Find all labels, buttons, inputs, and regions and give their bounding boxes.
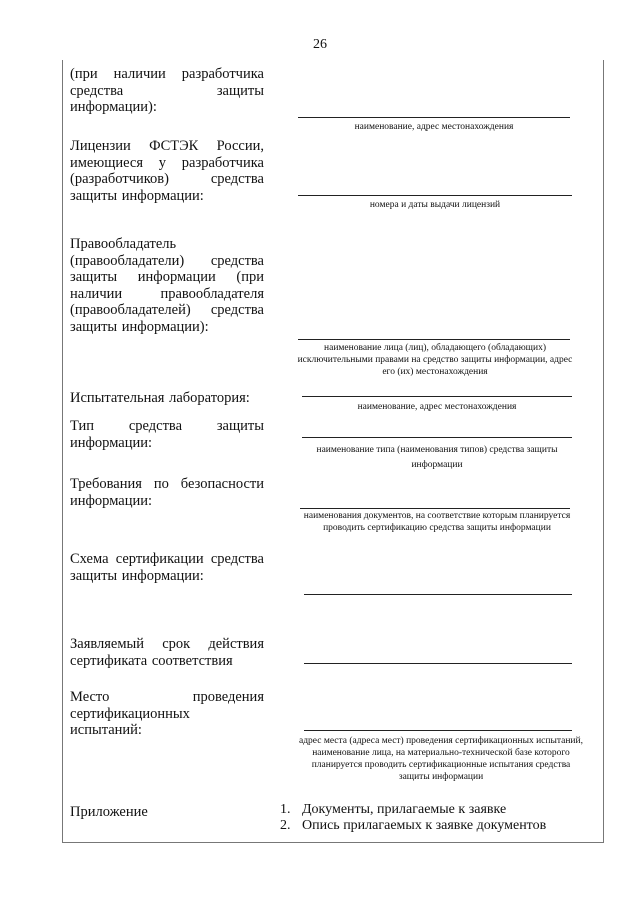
licenses-caption: номера и даты выдачи лицензий: [369, 200, 501, 210]
rightholder-fill-line[interactable]: [298, 339, 570, 340]
licenses-fill-line[interactable]: [298, 195, 572, 196]
testing-place-label: Место проведения сертификационных испытаний:: [70, 689, 264, 738]
page-number: 26: [313, 37, 327, 52]
developer-label: (при наличии разработчика средства защиты информации):: [70, 66, 264, 115]
appendix-item-text: Документы, прилагаемые к заявке: [302, 802, 507, 817]
developer-fill-line[interactable]: [298, 117, 570, 118]
appendix-label: Приложение: [70, 804, 148, 820]
appendix-list: [280, 802, 580, 834]
scheme-label: Схема сертификации средства защиты информации:: [70, 551, 264, 584]
rightholder-caption-line: его (их) местонахождения: [382, 367, 488, 377]
requirements-caption-line: проводить сертификацию средства защиты информации: [323, 523, 551, 533]
testing-place-fill-line[interactable]: [304, 730, 572, 731]
requirements-label: Требования по безопасности информации:: [70, 476, 264, 509]
requirements-fill-line[interactable]: [300, 508, 570, 509]
rightholder-caption-line: исключительными правами на средство защиты информации, адрес: [297, 355, 573, 365]
appendix-item-number: 1.: [280, 802, 291, 817]
requirements-caption-line: наименования документов, на соответствие которым планируется: [303, 511, 571, 521]
testing-place-caption-line: защиты информации: [398, 772, 484, 782]
laboratory-caption: наименование, адрес местонахождения: [357, 402, 517, 412]
type-label: Тип средства защиты информации:: [70, 418, 264, 451]
validity-fill-line[interactable]: [304, 663, 572, 664]
validity-label: Заявляемый срок действия сертификата соответствия: [70, 636, 264, 669]
developer-caption: наименование, адрес местонахождения: [354, 122, 514, 132]
type-caption-line: наименование типа (наименования типов) средства защиты: [316, 445, 558, 455]
appendix-item: [280, 802, 580, 818]
testing-place-caption-line: наименование лица, на материально-технической базе которого: [312, 748, 570, 758]
testing-place-caption-line: планируется проводить сертификационные испытания средства: [311, 760, 571, 770]
scheme-fill-line[interactable]: [304, 594, 572, 595]
laboratory-label: Испытательная лаборатория:: [70, 390, 250, 406]
appendix-item-text: Опись прилагаемых к заявке документов: [302, 818, 547, 833]
testing-place-caption: [276, 735, 606, 783]
rightholder-caption: [290, 342, 580, 378]
appendix-item: [280, 818, 580, 834]
testing-place-caption-line: адрес места (адреса мест) проведения сертификационных испытаний,: [299, 736, 583, 746]
rightholder-caption-line: наименование лица (лиц), обладающего (обладающих): [324, 343, 546, 353]
type-caption: [290, 443, 584, 473]
type-caption-line: информации: [411, 460, 463, 470]
rightholder-label: Правообладатель (правообладатели) средства защиты информации (при наличии правообладателя (правообладателей) средства защиты информации):: [70, 236, 264, 335]
requirements-caption: [282, 510, 592, 534]
laboratory-fill-line[interactable]: [302, 396, 572, 397]
type-fill-line[interactable]: [302, 437, 572, 438]
appendix-item-number: 2.: [280, 818, 291, 833]
licenses-label: Лицензии ФСТЭК России, имеющиеся у разработчика (разработчиков) средства защиты информации:: [70, 138, 264, 204]
